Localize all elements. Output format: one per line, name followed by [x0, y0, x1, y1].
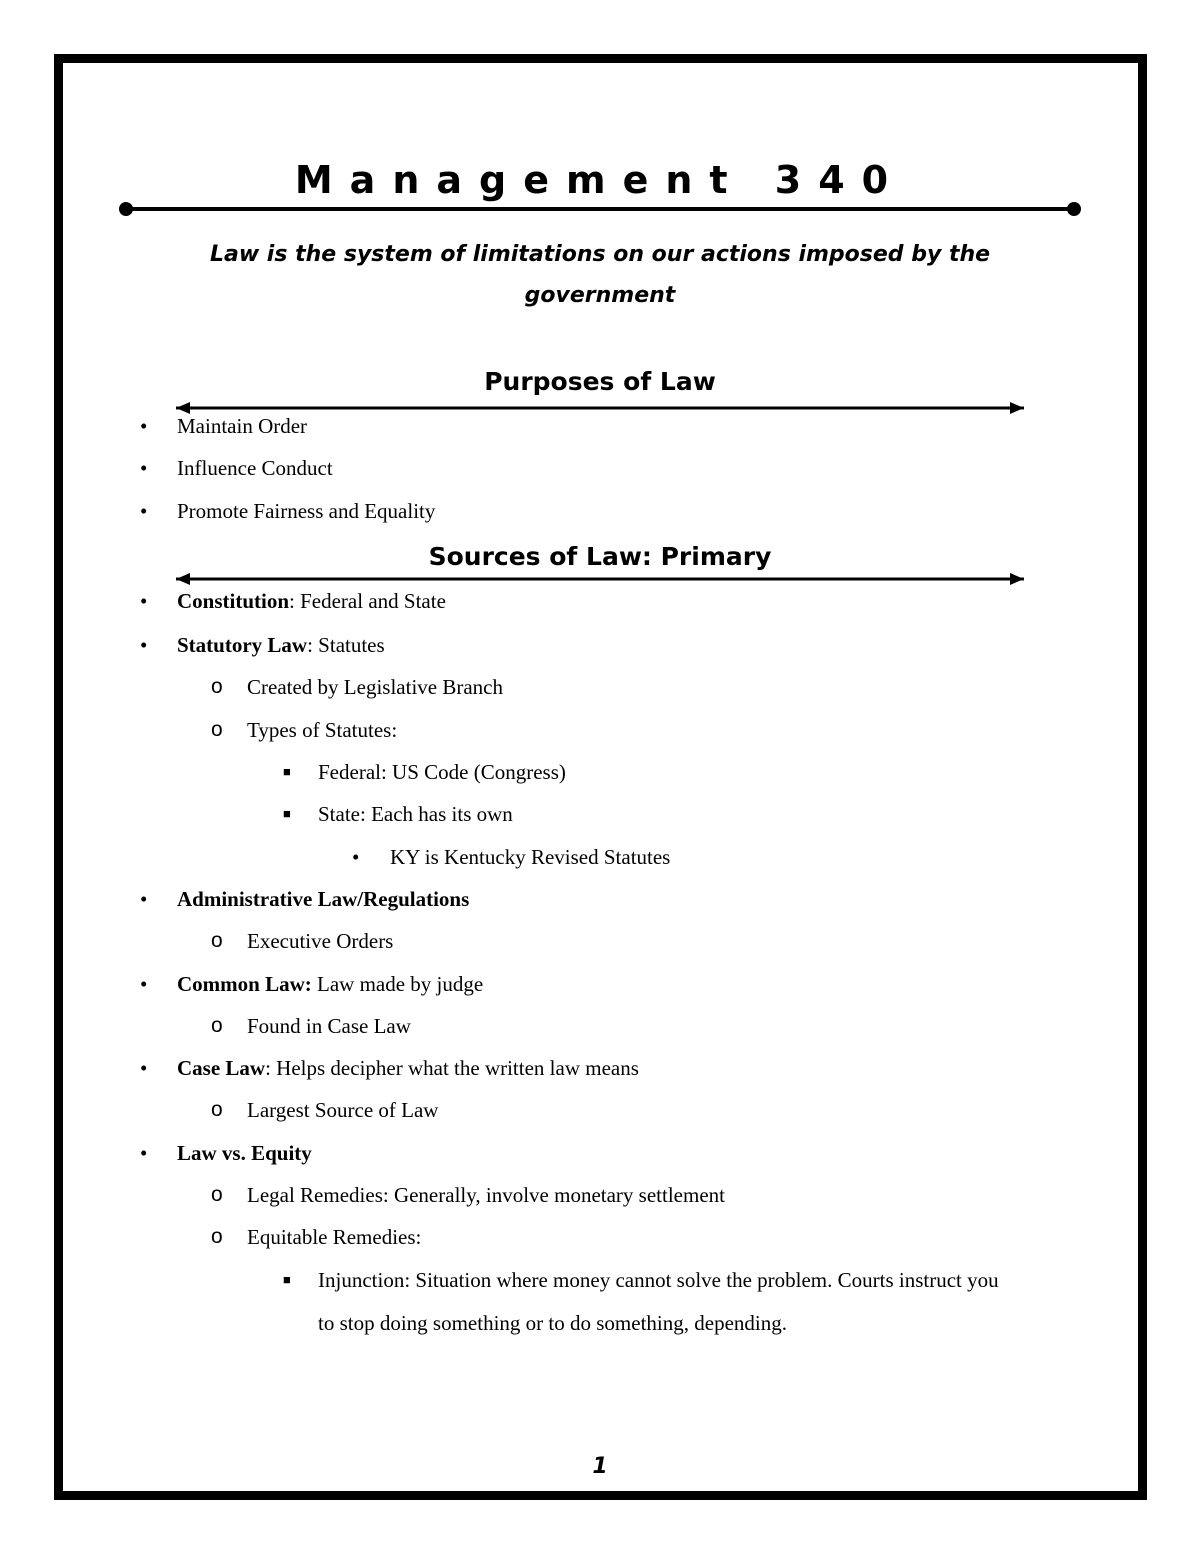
bullet-icon: • — [140, 414, 148, 438]
list-item-text: Injunction: Situation where money cannot solve the problem. Courts instruct you — [318, 1268, 999, 1292]
list-item-text: Promote Fairness and Equality — [177, 499, 436, 523]
list-item-text: State: Each has its own — [318, 802, 513, 826]
list-item-text: Largest Source of Law — [247, 1098, 439, 1122]
document-title: Management 340 — [294, 158, 906, 202]
list-item-text: Created by Legislative Branch — [247, 675, 503, 699]
bullet-icon: • — [140, 633, 148, 657]
circle-bullet-icon: o — [211, 718, 223, 741]
section-heading-sources: Sources of Law: Primary — [428, 542, 772, 571]
list-item-text: Equitable Remedies: — [247, 1225, 422, 1249]
section-heading-purposes: Purposes of Law — [484, 367, 716, 396]
bullet-icon: • — [140, 887, 148, 911]
bullet-icon: • — [140, 499, 148, 523]
bullet-icon: • — [140, 1056, 148, 1080]
list-item-text: Influence Conduct — [177, 456, 333, 480]
list-item-text: Found in Case Law — [247, 1014, 411, 1038]
circle-bullet-icon: o — [211, 1183, 223, 1206]
bullet-icon: • — [140, 456, 148, 480]
term-description: : Federal and State — [289, 589, 446, 613]
square-bullet-icon: ■ — [283, 764, 291, 779]
list-item-text: to stop doing something or to do something, depending. — [318, 1311, 787, 1335]
circle-bullet-icon: o — [211, 1014, 223, 1037]
term-description: : Helps decipher what the written law means — [265, 1056, 639, 1080]
bullet-icon: • — [140, 1141, 148, 1165]
list-item-text: Legal Remedies: Generally, involve monetary settlement — [247, 1183, 725, 1207]
circle-bullet-icon: o — [211, 1098, 223, 1121]
list-item-text: KY is Kentucky Revised Statutes — [390, 845, 671, 869]
term-label: Case Law — [177, 1056, 266, 1080]
subtitle: Law is the system of limitations on our actions imposed by the government — [209, 242, 991, 308]
list-item-text: Maintain Order — [177, 414, 308, 438]
page-number: 1 — [592, 1454, 608, 1479]
term-description: Law made by judge — [311, 972, 484, 996]
square-bullet-icon: ■ — [283, 806, 291, 821]
term-label: Law vs. Equity — [177, 1141, 312, 1165]
term-label: Administrative Law/Regulations — [177, 887, 470, 911]
term-label: Common Law: — [177, 972, 312, 996]
term-label: Statutory Law — [177, 633, 308, 657]
bullet-icon: • — [352, 845, 360, 869]
list-item-text: Types of Statutes: — [247, 718, 398, 742]
circle-bullet-icon: o — [211, 1225, 223, 1248]
bullet-icon: • — [140, 589, 148, 613]
title-rule — [118, 199, 1082, 219]
circle-bullet-icon: o — [211, 675, 223, 698]
term-label: Constitution — [177, 589, 290, 613]
list-item-text: Federal: US Code (Congress) — [318, 760, 566, 784]
square-bullet-icon: ■ — [283, 1272, 291, 1287]
term-description: : Statutes — [307, 633, 385, 657]
bullet-icon: • — [140, 972, 148, 996]
list-item-text: Executive Orders — [247, 929, 394, 953]
circle-bullet-icon: o — [211, 929, 223, 952]
